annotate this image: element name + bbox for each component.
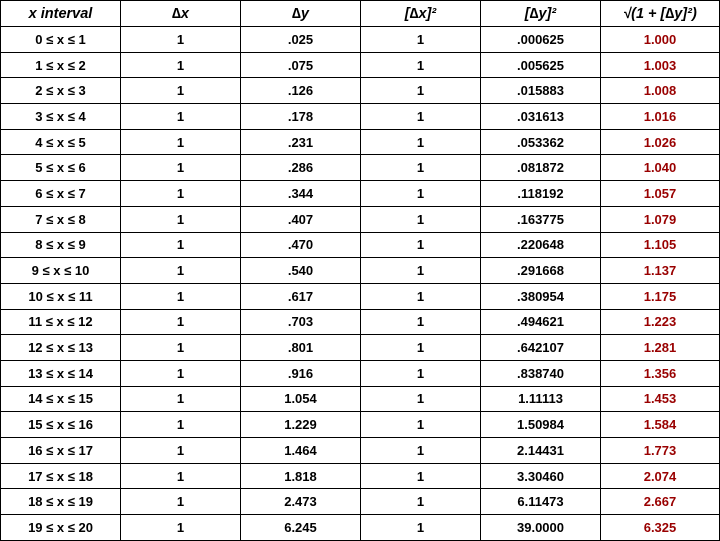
cell-delta-y: 1.054	[241, 386, 361, 412]
cell-delta-y: .231	[241, 129, 361, 155]
cell-delta-x: 1	[121, 283, 241, 309]
cell-delta-x: 1	[121, 386, 241, 412]
cell-segment-length: 1.008	[601, 78, 720, 104]
cell-x-interval: 1 ≤ x ≤ 2	[1, 52, 121, 78]
cell-delta-x-squared: 1	[361, 335, 481, 361]
cell-delta-y-squared: .081872	[481, 155, 601, 181]
table-row	[1, 104, 720, 130]
table-row	[1, 181, 720, 207]
cell-delta-y: .540	[241, 258, 361, 284]
cell-delta-x: 1	[121, 104, 241, 130]
table-row	[1, 232, 720, 258]
cell-delta-y: .178	[241, 104, 361, 130]
cell-delta-x-squared: 1	[361, 309, 481, 335]
cell-delta-x-squared: 1	[361, 181, 481, 207]
cell-segment-length: 1.016	[601, 104, 720, 130]
cell-x-interval: 5 ≤ x ≤ 6	[1, 155, 121, 181]
cell-delta-x: 1	[121, 258, 241, 284]
table-row	[1, 206, 720, 232]
cell-delta-y: .703	[241, 309, 361, 335]
cell-delta-x: 1	[121, 489, 241, 515]
cell-delta-x: 1	[121, 515, 241, 541]
header-delta-y-squared: [∆y]²	[481, 1, 601, 27]
table-row	[1, 78, 720, 104]
cell-x-interval: 12 ≤ x ≤ 13	[1, 335, 121, 361]
cell-delta-y-squared: 6.11473	[481, 489, 601, 515]
cell-delta-y: .916	[241, 360, 361, 386]
table-row	[1, 360, 720, 386]
cell-x-interval: 15 ≤ x ≤ 16	[1, 412, 121, 438]
cell-segment-length: 1.040	[601, 155, 720, 181]
cell-segment-length: 1.281	[601, 335, 720, 361]
header-row	[1, 1, 720, 27]
table-row	[1, 515, 720, 541]
cell-delta-y: .407	[241, 206, 361, 232]
cell-delta-y-squared: .053362	[481, 129, 601, 155]
table-row	[1, 335, 720, 361]
table-row	[1, 386, 720, 412]
cell-delta-y-squared: .118192	[481, 181, 601, 207]
cell-x-interval: 10 ≤ x ≤ 11	[1, 283, 121, 309]
cell-x-interval: 9 ≤ x ≤ 10	[1, 258, 121, 284]
cell-delta-y-squared: .838740	[481, 360, 601, 386]
table-row	[1, 155, 720, 181]
cell-delta-y: .801	[241, 335, 361, 361]
cell-delta-x: 1	[121, 181, 241, 207]
table-row	[1, 463, 720, 489]
table-row	[1, 27, 720, 53]
cell-delta-x-squared: 1	[361, 438, 481, 464]
cell-delta-y-squared: .494621	[481, 309, 601, 335]
cell-segment-length: 1.105	[601, 232, 720, 258]
cell-delta-x-squared: 1	[361, 360, 481, 386]
cell-delta-y: 1.464	[241, 438, 361, 464]
cell-delta-x-squared: 1	[361, 78, 481, 104]
cell-delta-x-squared: 1	[361, 27, 481, 53]
table-row	[1, 283, 720, 309]
cell-delta-y-squared: 2.14431	[481, 438, 601, 464]
cell-delta-x: 1	[121, 335, 241, 361]
cell-delta-x-squared: 1	[361, 283, 481, 309]
cell-delta-x: 1	[121, 360, 241, 386]
cell-delta-y: .075	[241, 52, 361, 78]
cell-segment-length: 2.074	[601, 463, 720, 489]
cell-delta-y-squared: .642107	[481, 335, 601, 361]
cell-delta-x: 1	[121, 232, 241, 258]
cell-delta-y: 1.229	[241, 412, 361, 438]
cell-delta-y: .025	[241, 27, 361, 53]
cell-delta-y: 2.473	[241, 489, 361, 515]
cell-x-interval: 17 ≤ x ≤ 18	[1, 463, 121, 489]
cell-delta-x: 1	[121, 309, 241, 335]
table-body	[1, 27, 720, 541]
cell-delta-y-squared: .005625	[481, 52, 601, 78]
cell-delta-x-squared: 1	[361, 463, 481, 489]
cell-delta-x: 1	[121, 463, 241, 489]
header-x-interval: x interval	[1, 1, 121, 27]
cell-delta-x-squared: 1	[361, 104, 481, 130]
cell-delta-y-squared: 1.50984	[481, 412, 601, 438]
table-row	[1, 438, 720, 464]
cell-delta-y: 1.818	[241, 463, 361, 489]
cell-x-interval: 6 ≤ x ≤ 7	[1, 181, 121, 207]
cell-delta-x-squared: 1	[361, 232, 481, 258]
table-row	[1, 412, 720, 438]
cell-x-interval: 14 ≤ x ≤ 15	[1, 386, 121, 412]
cell-segment-length: 2.667	[601, 489, 720, 515]
cell-segment-length: 1.356	[601, 360, 720, 386]
cell-delta-x: 1	[121, 129, 241, 155]
cell-x-interval: 16 ≤ x ≤ 17	[1, 438, 121, 464]
cell-segment-length: 1.137	[601, 258, 720, 284]
cell-delta-y-squared: .291668	[481, 258, 601, 284]
cell-delta-x: 1	[121, 52, 241, 78]
cell-delta-y: .286	[241, 155, 361, 181]
cell-delta-x-squared: 1	[361, 412, 481, 438]
header-segment-length: √(1 + [∆y]²)	[601, 1, 720, 27]
cell-x-interval: 8 ≤ x ≤ 9	[1, 232, 121, 258]
header-delta-x: ∆x	[121, 1, 241, 27]
table-row	[1, 309, 720, 335]
cell-delta-x: 1	[121, 206, 241, 232]
cell-x-interval: 7 ≤ x ≤ 8	[1, 206, 121, 232]
cell-delta-y-squared: 39.0000	[481, 515, 601, 541]
cell-x-interval: 2 ≤ x ≤ 3	[1, 78, 121, 104]
cell-delta-y-squared: .000625	[481, 27, 601, 53]
cell-segment-length: 1.000	[601, 27, 720, 53]
table-row	[1, 489, 720, 515]
cell-delta-x-squared: 1	[361, 129, 481, 155]
cell-segment-length: 1.584	[601, 412, 720, 438]
cell-delta-x: 1	[121, 78, 241, 104]
cell-segment-length: 1.079	[601, 206, 720, 232]
cell-delta-y-squared: .031613	[481, 104, 601, 130]
cell-delta-y-squared: .163775	[481, 206, 601, 232]
cell-delta-y-squared: .015883	[481, 78, 601, 104]
cell-delta-y: 6.245	[241, 515, 361, 541]
cell-delta-x-squared: 1	[361, 258, 481, 284]
cell-x-interval: 19 ≤ x ≤ 20	[1, 515, 121, 541]
cell-delta-x-squared: 1	[361, 386, 481, 412]
cell-delta-x: 1	[121, 27, 241, 53]
cell-delta-x-squared: 1	[361, 52, 481, 78]
cell-segment-length: 1.026	[601, 129, 720, 155]
cell-delta-x-squared: 1	[361, 515, 481, 541]
table-row	[1, 129, 720, 155]
cell-delta-x-squared: 1	[361, 206, 481, 232]
cell-delta-x-squared: 1	[361, 489, 481, 515]
header-delta-y: ∆y	[241, 1, 361, 27]
cell-segment-length: 1.453	[601, 386, 720, 412]
cell-delta-x: 1	[121, 438, 241, 464]
cell-delta-y-squared: .380954	[481, 283, 601, 309]
cell-x-interval: 4 ≤ x ≤ 5	[1, 129, 121, 155]
cell-x-interval: 3 ≤ x ≤ 4	[1, 104, 121, 130]
cell-segment-length: 1.003	[601, 52, 720, 78]
cell-x-interval: 13 ≤ x ≤ 14	[1, 360, 121, 386]
cell-segment-length: 1.175	[601, 283, 720, 309]
cell-x-interval: 11 ≤ x ≤ 12	[1, 309, 121, 335]
cell-delta-y: .470	[241, 232, 361, 258]
cell-delta-y-squared: .220648	[481, 232, 601, 258]
cell-delta-x-squared: 1	[361, 155, 481, 181]
table-row	[1, 52, 720, 78]
cell-delta-y: .617	[241, 283, 361, 309]
cell-delta-y: .126	[241, 78, 361, 104]
cell-segment-length: 1.223	[601, 309, 720, 335]
cell-segment-length: 1.773	[601, 438, 720, 464]
cell-delta-y-squared: 3.30460	[481, 463, 601, 489]
cell-x-interval: 18 ≤ x ≤ 19	[1, 489, 121, 515]
cell-delta-x: 1	[121, 412, 241, 438]
table-row	[1, 258, 720, 284]
cell-delta-x: 1	[121, 155, 241, 181]
cell-segment-length: 6.325	[601, 515, 720, 541]
cell-delta-y-squared: 1.11113	[481, 386, 601, 412]
header-delta-x-squared: [∆x]²	[361, 1, 481, 27]
cell-delta-y: .344	[241, 181, 361, 207]
cell-segment-length: 1.057	[601, 181, 720, 207]
cell-x-interval: 0 ≤ x ≤ 1	[1, 27, 121, 53]
